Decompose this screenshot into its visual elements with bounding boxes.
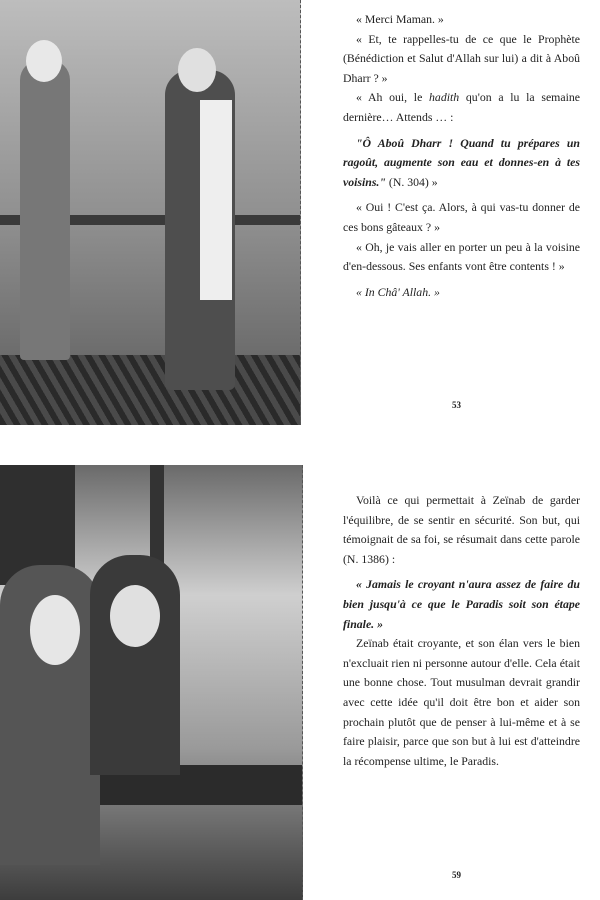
apron [200,100,232,300]
dialogue-line: « Oh, je vais aller en porter un peu à la voisine d'en-dessous. Ses enfants vont être contents ! » [343,239,580,274]
page-number: 53 [452,400,461,410]
dialogue-line: « Merci Maman. » [356,12,444,26]
hadith-term: hadith [429,90,460,105]
text: « Ah oui, le [356,90,430,105]
hadith-quote: « Jamais le croyant n'aura assez de faire du bien jusqu'à ce que le Paradis soit son étape finale. » [343,577,580,631]
girl-left-face [30,595,80,665]
girl-face [26,40,62,82]
reference: (N. 304) » [385,174,438,189]
page-59-text [343,491,580,771]
dialogue-line: « Et, te rappelles-tu de ce que le Prophète (Bénédiction et Salut d'Allah sur lui) a dit à Aboû Dharr ? » [343,31,580,85]
dialogue-line: « Oui ! C'est ça. Alors, à qui vas-tu donner de ces bons gâteaux ? » [343,200,580,234]
page-number: 59 [452,870,461,880]
tiled-floor [0,355,300,425]
girls-illustration [0,465,303,900]
paragraph: Zeïnab était croyante, et son élan vers le bien n'excluait rien ni personne autour d'elle. Cela était une bonne chose. Tout musulman devrait grandir avec cette idée qu'il doit être bon et aider son prochain plutôt que de penser à lui-même et à se faire plaisir, parce que son but à lui est d'atteindre la récompense ultime, le Paradis. [343,636,580,768]
dialogue-line [343,88,580,127]
mother-face [178,48,216,92]
hadith-quote [343,134,580,193]
kitchen-illustration [0,0,301,425]
page-53-text [343,10,580,302]
girl-figure [20,60,70,360]
paragraph: Voilà ce qui permettait à Zeïnab de garder l'équilibre, de se sentir en sécurité. Son but, qui témoignait de sa foi, se résumait dans cette parole (N. 1386) : [343,493,580,566]
girl-right-face [110,585,160,647]
quote-text: "Ô Aboû Dharr ! Quand tu prépares un ragoût, augmente son eau et donnes-en à tes voisins." [343,135,580,189]
text: qu'on a lu la semaine dernière… Attends … : [343,90,581,124]
dialogue-line: « In Châ' Allah. » [356,284,440,299]
